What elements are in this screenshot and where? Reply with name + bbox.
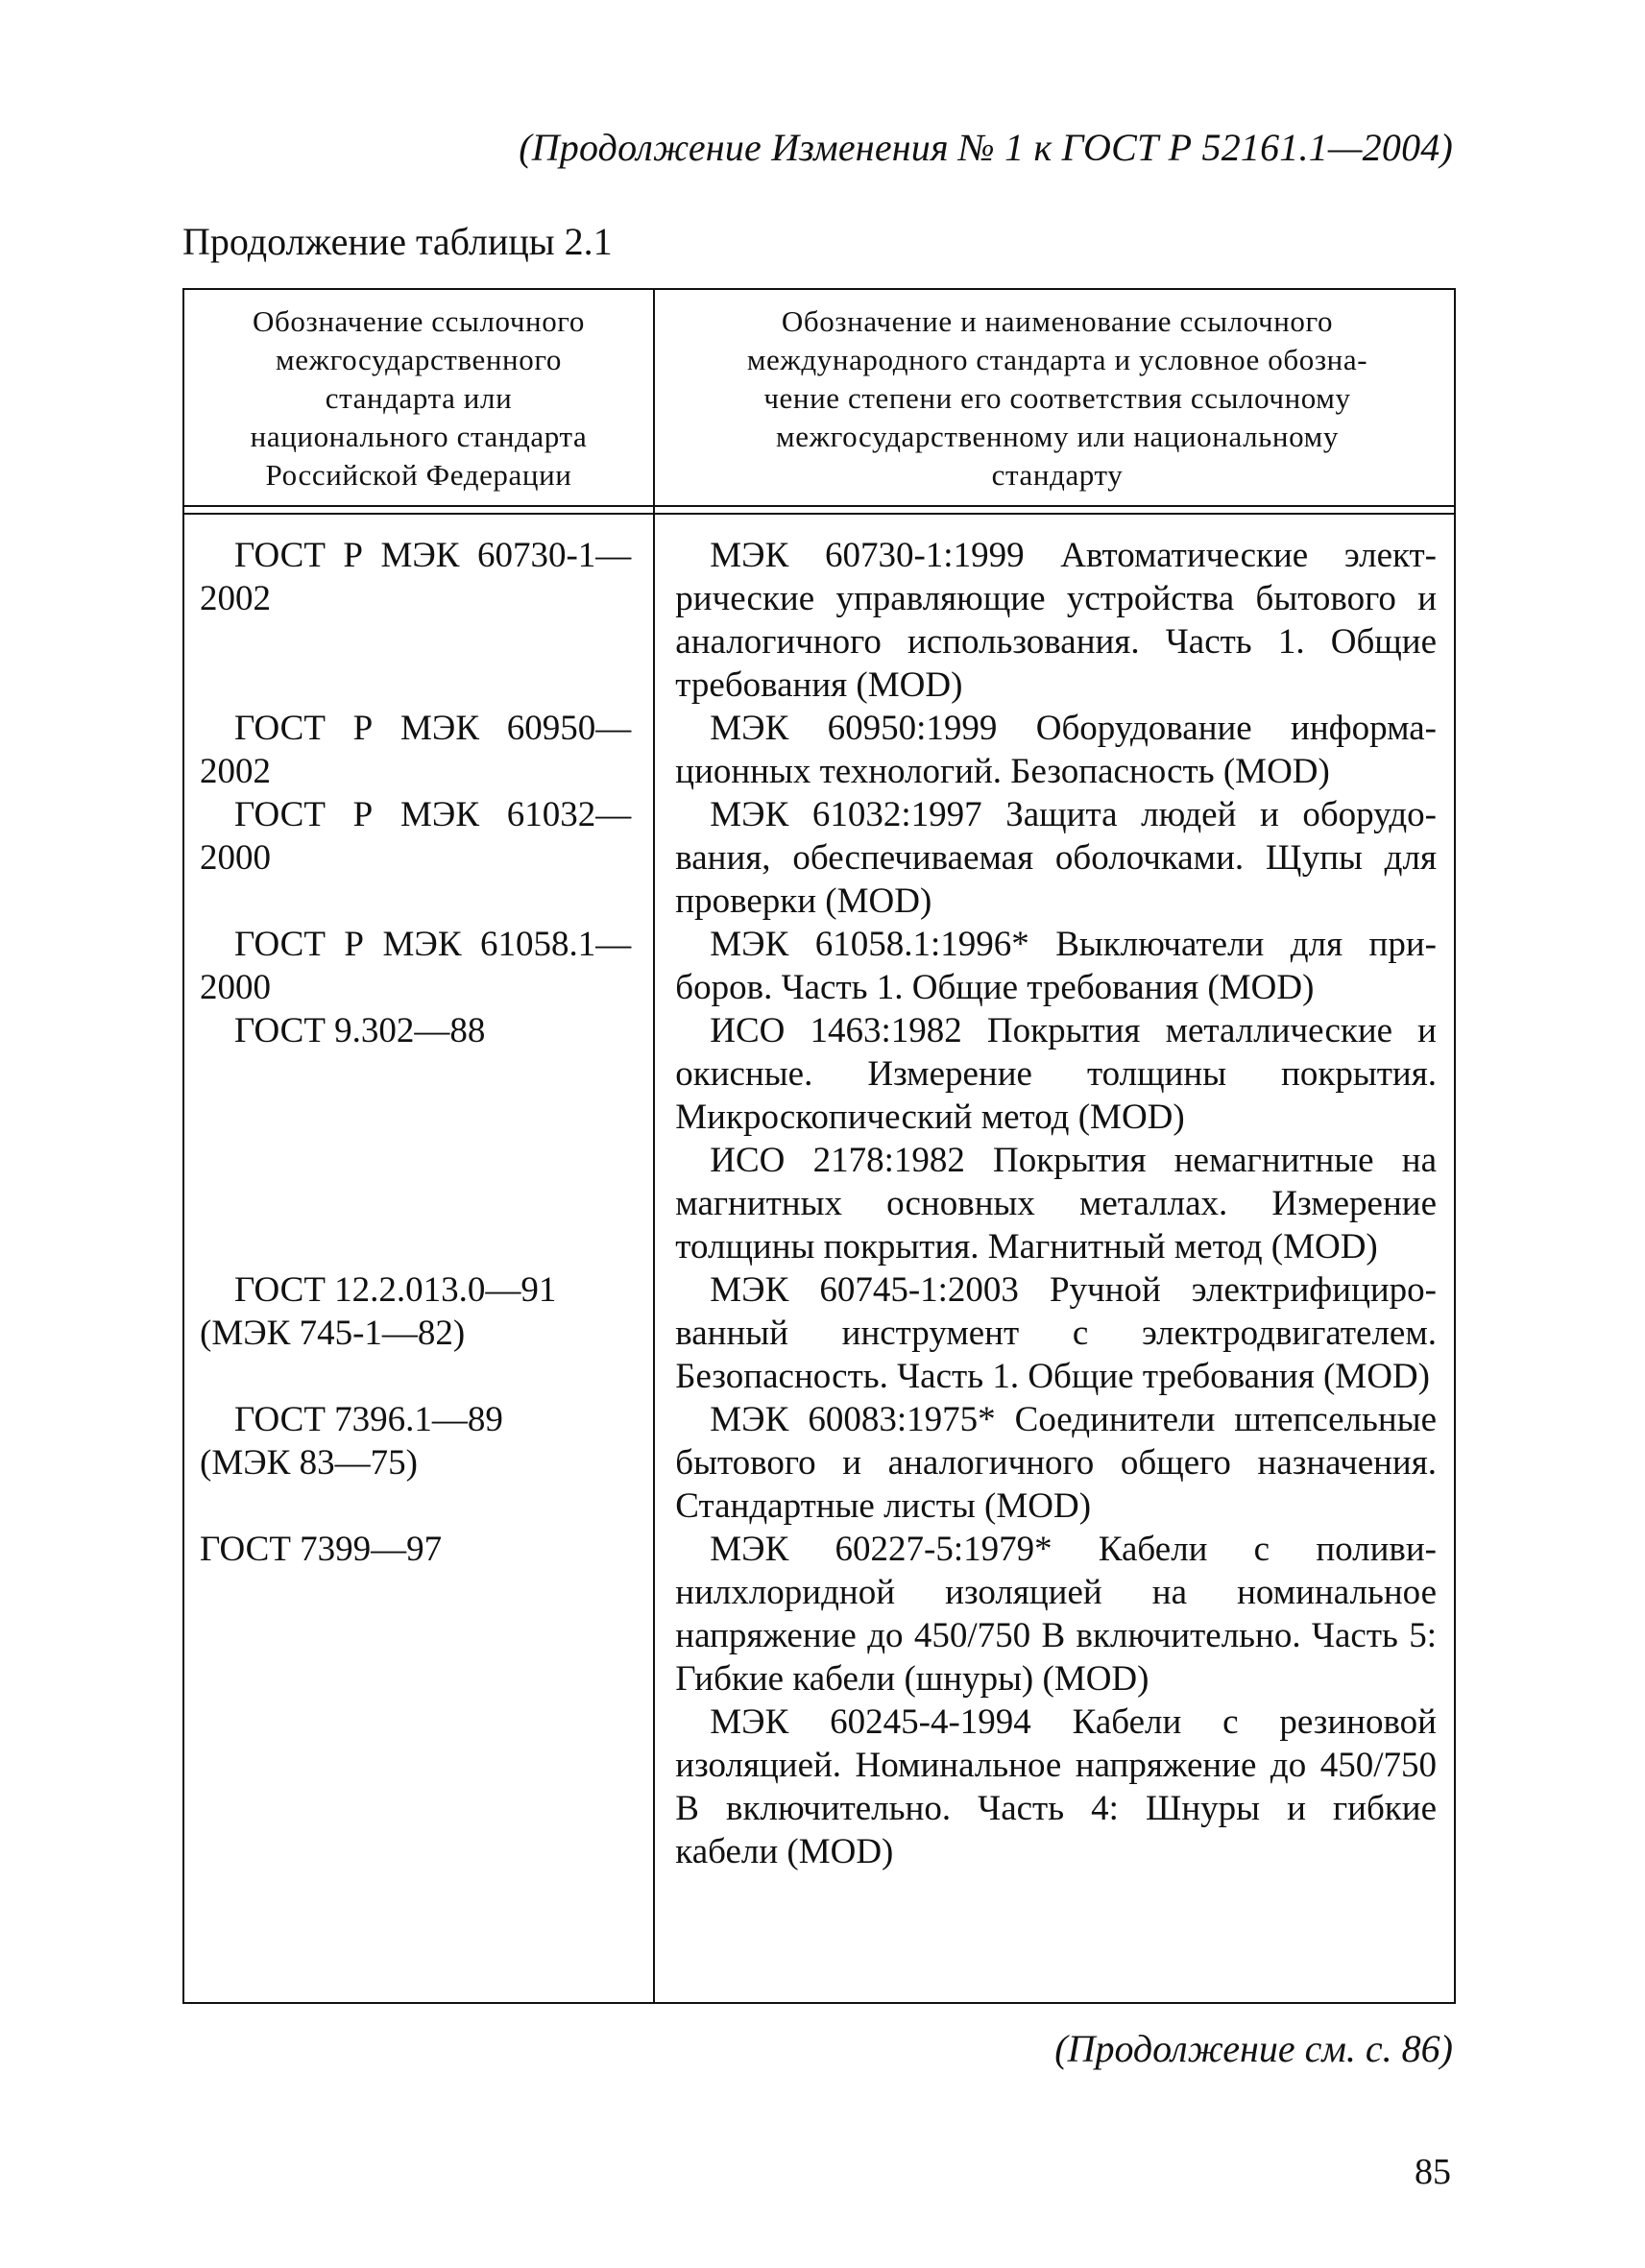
national-standard-code: ГОСТ 7396.1—89	[234, 1400, 503, 1439]
header-text-international: Обозначение и наименование ссылочного международного стандарта и условное обозна- чение степени его соответствия ссылочному межгосударственному или национальному стандарту	[746, 304, 1368, 492]
national-standard-cell	[184, 1268, 652, 1355]
table-row	[184, 1701, 1454, 1873]
table-row	[184, 1139, 1454, 1268]
national-standard-code: ГОСТ Р МЭК 61032—	[234, 795, 632, 834]
national-standard-code: ГОСТ Р МЭК 60730-1—	[234, 536, 632, 575]
table-row	[184, 793, 1454, 923]
header-divider-bottom	[184, 513, 1454, 515]
national-standard-cell	[184, 1398, 652, 1484]
international-standard-cell: МЭК 60730-1:1999 Автоматические электрические управляющие устройства бытового и аналогичного использования. Часть 1. Общие требования (MOD)	[675, 536, 1437, 705]
national-standard-code: ГОСТ 12.2.013.0—91	[234, 1270, 557, 1310]
international-standard-cell: МЭК 60227-5:1979* Кабели с поливинилхлоридной изоляцией на номинальное напряжение до 450/750 В включительно. Часть 5: Гибкие кабели (шнуры) (MOD)	[675, 1530, 1437, 1699]
international-standard-cell: МЭК 61032:1997 Защита людей и оборудования, обеспечиваемая оболочками. Щупы для проверки (MOD)	[675, 795, 1437, 921]
continuation-header: (Продолжение Изменения № 1 к ГОСТ Р 52161.1—2004)	[519, 126, 1453, 169]
table-row	[184, 707, 1454, 793]
table-row	[184, 1268, 1454, 1398]
national-standard-cell	[184, 1528, 652, 1571]
national-standard-code-cont: 2002	[200, 752, 271, 791]
international-standard-cell: МЭК 60083:1975* Соединители штепсельные бытового и аналогичного общего назначения. Стандартные листы (MOD)	[675, 1400, 1437, 1526]
standards-table	[182, 288, 1456, 2004]
international-standard-cell: МЭК 60745-1:2003 Ручной электрифицированный инструмент с электродвигателем. Безопасность. Часть 1. Общие требования (MOD)	[675, 1270, 1437, 1396]
international-standard-cell: МЭК 61058.1:1996* Выключатели для приборов. Часть 1. Общие требования (MOD)	[675, 925, 1437, 1007]
table-row	[184, 1528, 1454, 1701]
national-standard-code: ГОСТ 7399—97	[200, 1530, 443, 1569]
national-standard-code: ГОСТ 9.302—88	[234, 1011, 486, 1050]
table-row	[184, 1398, 1454, 1528]
international-standard-cell: МЭК 60245-4-1994 Кабели с резиновой изоляцией. Номинальное напряжение до 450/750 В включительно. Часть 4: Шнуры и гибкие кабели (MOD)	[675, 1702, 1437, 1871]
national-standard-cell	[184, 707, 652, 793]
national-standard-code-cont: 2000	[200, 838, 271, 878]
national-standard-code-cont: 2000	[200, 968, 271, 1007]
continuation-footer: (Продолжение см. с. 86)	[1054, 2027, 1453, 2070]
header-cell-international-standard	[665, 298, 1450, 499]
header-text-national: Обозначение ссылочного межгосударственного стандарта или национального стандарта Российской Федерации	[250, 304, 588, 492]
national-standard-code-cont: (МЭК 745-1—82)	[200, 1314, 466, 1353]
national-standard-cell	[184, 534, 652, 620]
national-standard-cell	[184, 793, 652, 880]
table-row	[184, 1009, 1454, 1139]
national-standard-code: ГОСТ Р МЭК 61058.1—	[234, 925, 632, 964]
table-body	[184, 534, 1454, 1873]
page-number: 85	[1415, 2152, 1451, 2192]
table-caption: Продолжение таблицы 2.1	[182, 220, 613, 263]
international-standard-cell: ИСО 1463:1982 Покрытия металлические и окисные. Измерение толщины покрытия. Микроскопический метод (MOD)	[675, 1011, 1437, 1137]
national-standard-code-cont: (МЭК 83—75)	[200, 1443, 418, 1483]
national-standard-code: ГОСТ Р МЭК 60950—	[234, 709, 632, 748]
international-standard-cell: МЭК 60950:1999 Оборудование информационных технологий. Безопасность (MOD)	[675, 709, 1437, 791]
header-divider-top	[184, 505, 1454, 507]
national-standard-code-cont: 2002	[200, 579, 271, 618]
header-cell-national-standard	[194, 298, 643, 499]
international-standard-cell: ИСО 2178:1982 Покрытия немагнитные на магнитных основных металлах. Измерение толщины покрытия. Магнитный метод (MOD)	[675, 1141, 1437, 1267]
table-row	[184, 923, 1454, 1009]
national-standard-cell	[184, 923, 652, 1009]
table-row	[184, 534, 1454, 707]
national-standard-cell	[184, 1009, 652, 1052]
